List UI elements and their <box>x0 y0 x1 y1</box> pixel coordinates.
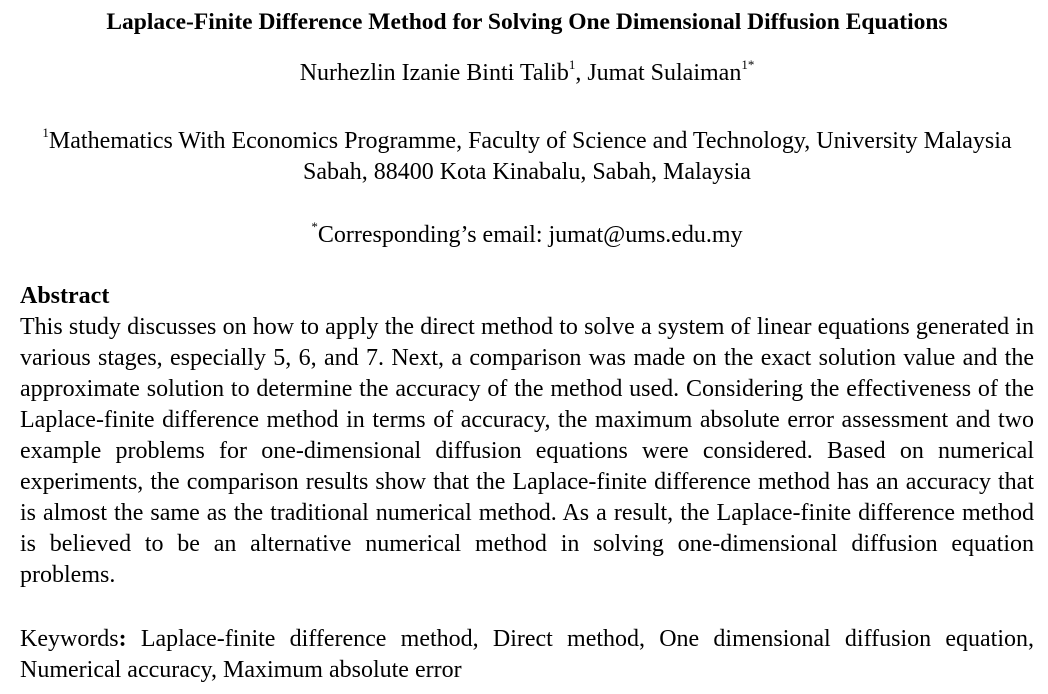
author-separator: , <box>575 60 588 86</box>
affiliation <box>20 126 1034 188</box>
paper-title: Laplace-Finite Difference Method for Solving One Dimensional Diffusion Equations <box>106 9 948 35</box>
affiliation-text: Mathematics With Economics Programme, Faculty of Science and Technology, University Malaysia Sabah, 88400 Kota Kinabalu, Sabah, Malaysia <box>48 128 1012 185</box>
author-list <box>20 57 1034 89</box>
keywords <box>20 624 1034 686</box>
keywords-colon: : <box>118 626 127 652</box>
abstract-text: This study discusses on how to apply the direct method to solve a system of linear equations generated in various stages, especially 5, 6, and 7. Next, a comparison was made on the exact solution value and the approximate solution to determine the accuracy of the method used. Considering the effectiveness of the Laplace-finite difference method in terms of accuracy, the maximum absolute error assessment and two example problems for one-dimensional diffusion equations were considered. Based on numerical experiments, the comparison results show that the Laplace-finite difference method has an accuracy that is almost the same as the traditional numerical method. As a result, the Laplace-finite difference method is believed to be an alternative numerical method in solving one-dimensional diffusion equation problems. <box>20 314 1034 588</box>
author-affiliation-mark: 1 <box>568 57 576 72</box>
keywords-text: Laplace-finite difference method, Direct method, One dimensional diffusion equation, Numerical accuracy, Maximum absolute error <box>20 626 1034 683</box>
author-name: Nurhezlin Izanie Binti Talib <box>299 60 569 86</box>
author-name: Jumat Sulaiman <box>587 60 742 86</box>
corresponding-email-text: Corresponding’s email: jumat@ums.edu.my <box>317 222 743 248</box>
author-affiliation-mark: 1* <box>741 57 755 72</box>
keywords-label: Keywords <box>20 626 119 652</box>
corresponding-email <box>20 219 1034 251</box>
corresponding-mark: * <box>311 219 318 234</box>
affiliation-mark: 1 <box>42 125 49 140</box>
abstract-heading: Abstract <box>20 283 110 309</box>
